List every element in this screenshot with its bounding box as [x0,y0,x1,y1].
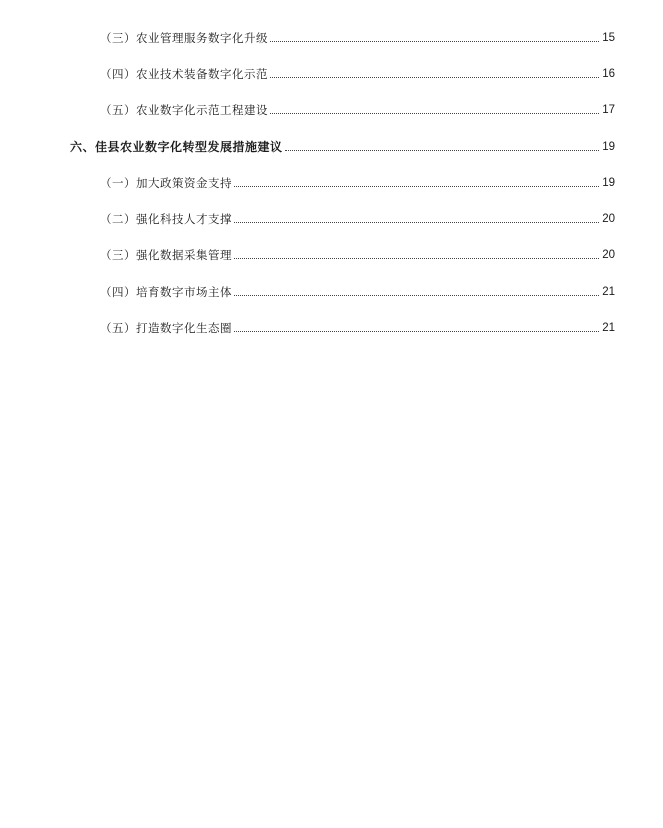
toc-entry-title: （一）加大政策资金支持 [100,176,232,190]
toc-dot-leader [234,294,599,296]
toc-entry[interactable] [100,99,615,117]
toc-dot-leader [234,257,599,259]
toc-dot-leader [285,149,599,151]
toc-dot-leader [270,76,599,78]
toc-entry-title: （五）打造数字化生态圈 [100,321,232,335]
toc-entry-title: （四）农业技术装备数字化示范 [100,67,268,81]
toc-entry-page: 15 [602,32,615,44]
toc-entry[interactable] [100,244,615,262]
toc-dot-leader [270,40,599,42]
toc-dot-leader [234,185,599,187]
toc-entry-page: 20 [602,213,615,225]
toc-chapter-entry[interactable] [70,136,615,154]
toc-entry[interactable] [100,281,615,299]
toc-entry-page: 21 [602,286,615,298]
toc-dot-leader [234,221,599,223]
toc-entry[interactable] [100,27,615,45]
toc-entry[interactable] [100,317,615,335]
toc-entry-title: （五）农业数字化示范工程建设 [100,103,268,117]
toc-dot-leader [234,330,599,332]
toc-entry-title: （二）强化科技人才支撑 [100,212,232,226]
toc-entry-title: （四）培育数字市场主体 [100,285,232,299]
toc-entry[interactable] [100,172,615,190]
toc-entry-page: 17 [602,104,615,116]
toc-entry-page: 19 [602,141,615,153]
toc-entry[interactable] [100,208,615,226]
toc-dot-leader [270,112,599,114]
toc-entry-title: （三）强化数据采集管理 [100,248,232,262]
toc-entry-title: 六、佳县农业数字化转型发展措施建议 [70,140,283,154]
toc-entry-page: 16 [602,68,615,80]
toc-entry-title: （三）农业管理服务数字化升级 [100,31,268,45]
toc-entry-page: 21 [602,322,615,334]
toc-entry[interactable] [100,63,615,81]
toc-entry-page: 19 [602,177,615,189]
toc-entry-page: 20 [602,249,615,261]
